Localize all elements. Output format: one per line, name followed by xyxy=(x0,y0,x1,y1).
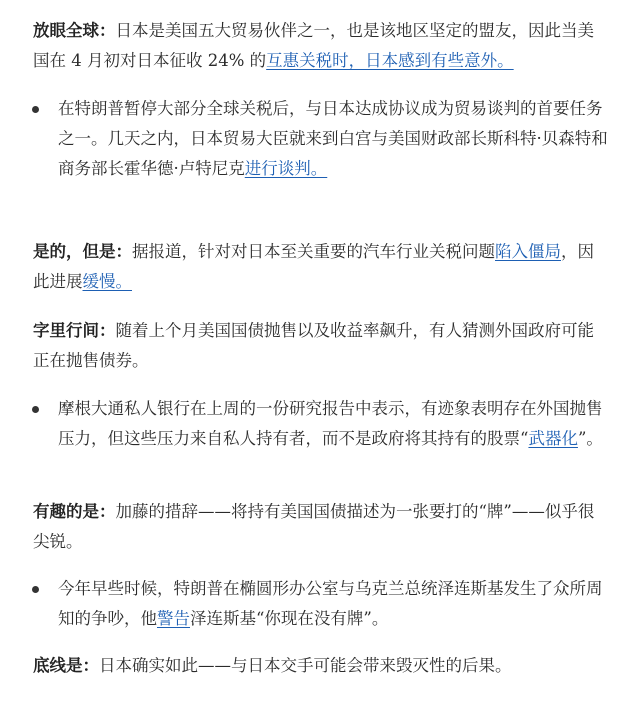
paragraph-lead: 放眼全球： xyxy=(33,21,116,40)
paragraph-interesting xyxy=(33,497,608,557)
paragraph-between-lines xyxy=(33,316,608,376)
warning-link[interactable]: 警告 xyxy=(157,609,190,628)
bullet-trade-talks xyxy=(58,94,613,184)
bullet-text: 在特朗普暂停大部分全球关税后，与日本达成协议成为贸易谈判的首要任务之一。几天之内，日本贸易大臣就来到白宫与美国财政部长斯科特·贝森特和商务部长霍华德·卢特尼克 xyxy=(58,99,608,178)
bullet-dot-icon xyxy=(32,106,39,113)
paragraph-text: 日本确实如此——与日本交手可能会带来毁灭性的后果。 xyxy=(99,656,512,675)
bullet-text: 今年早些时候，特朗普在椭圆形办公室与乌克兰总统泽连斯基发生了众所周知的争吵，他 xyxy=(58,579,603,628)
paragraph-global-view xyxy=(33,16,608,76)
bullet-text: 泽连斯基“你现在没有牌”。 xyxy=(190,609,389,628)
paragraph-bottom-line xyxy=(33,651,608,681)
bullet-dot-icon xyxy=(32,586,39,593)
paragraph-text: 据报道，针对对日本至关重要的汽车行业关税问题 xyxy=(132,242,495,261)
paragraph-lead: 字里行间： xyxy=(33,321,116,340)
paragraph-text: ，因此进展 xyxy=(33,242,594,291)
paragraph-text: 日本是美国五大贸易伙伴之一，也是该地区坚定的盟友，因此当美国在 4 月初对日本征收 24% 的 xyxy=(33,21,594,70)
negotiation-link[interactable]: 进行谈判。 xyxy=(244,159,328,178)
bullet-dot-icon xyxy=(32,406,39,413)
bullet-text: ”。 xyxy=(577,429,603,448)
bullet-jpmorgan-report xyxy=(58,394,613,454)
paragraph-lead: 是的，但是： xyxy=(33,242,132,261)
weaponize-link[interactable]: 武器化 xyxy=(528,429,578,448)
paragraph-text: 随着上个月美国国债抛售以及收益率飙升，有人猜测外国政府可能正在抛售债券。 xyxy=(33,321,594,370)
deadlock-link[interactable]: 陷入僵局 xyxy=(495,242,561,261)
bullet-text: 摩根大通私人银行在上周的一份研究报告中表示，有迹象表明存在外国抛售压力，但这些压力来自私人持有者，而不是政府将其持有的股票“ xyxy=(58,399,603,448)
paragraph-lead: 底线是： xyxy=(33,656,99,675)
paragraph-lead: 有趣的是： xyxy=(33,502,116,521)
slow-progress-link[interactable]: 缓慢。 xyxy=(82,272,132,291)
paragraph-yes-but xyxy=(33,237,608,297)
bullet-zelensky xyxy=(58,574,613,634)
paragraph-text: 加藤的措辞——将持有美国国债描述为一张要打的“牌”——似乎很尖锐。 xyxy=(33,502,595,551)
reciprocal-tariff-link[interactable]: 互惠关税时，日本感到有些意外。 xyxy=(266,51,514,70)
